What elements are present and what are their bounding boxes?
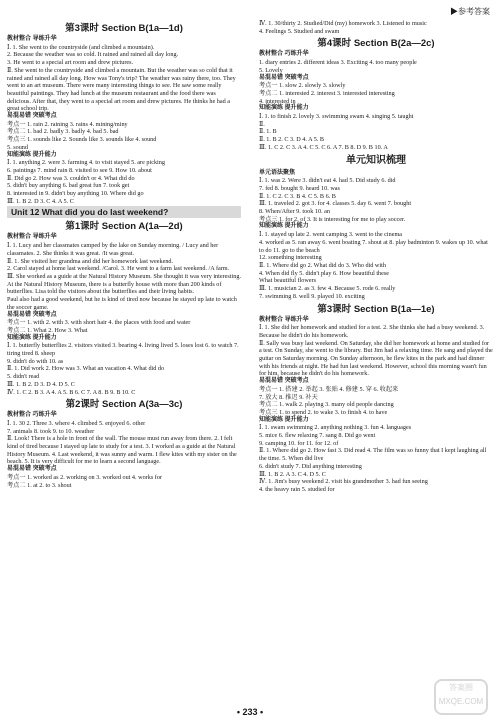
answer-line: 9. camping 10. for 11. for 12. of [259, 439, 339, 447]
page-number: • 233 • [236, 707, 264, 717]
answer-line: 考点一 1. worked as 2. working on 3. worked out 4. works for [7, 473, 163, 481]
answer-line: 考点二 1. interested 2. interest 3. interested interesting [259, 89, 395, 97]
answer-line: Ⅱ. Did go 2. How was 3. couldn't or 4. What did do [7, 174, 135, 182]
answer-line: 5. Lovely [259, 66, 283, 74]
answer-line: 5. didn't read [7, 373, 40, 381]
answer-line: Ⅲ. 1. musician 2. as 3. few 4. Because 5. rode 6. really [259, 285, 396, 293]
answer-line: Ⅳ. 1. Jim's busy weekend 2. visit his grandmother 3. had fun seeing [259, 478, 428, 486]
answer-line: Ⅱ. She went to the countryside and climbed a mountain. But the weather was so cold that it rained and rained all day long. How was Tony's trip? The weather was rainy there, too. They went to an art museum. There were many interesting things to see. He saw some really beautiful paintings. They had lunch at the museum restaurant and the food there was delicious. After that, they went to a special art room and drew pictures. He thinks he had a great school trip. [7, 66, 236, 113]
answer-line: 考点一 1. slow 2. slowly 3. slowly [259, 82, 346, 90]
section-heading: 易混易错 突破考点 [259, 378, 309, 385]
unit-summary-heading: 单元知识梳理 [346, 154, 406, 166]
answer-line: 5. sound [7, 143, 28, 151]
left-column [7, 20, 241, 489]
answer-key-tag: ▶参考答案 [450, 7, 490, 16]
answer-line: Ⅰ. 1. stayed up late 2. went camping 3. went to the cinema [259, 231, 402, 239]
answer-line: What beautiful flowers [259, 277, 317, 285]
answer-line: Ⅱ. 1. B [259, 128, 277, 136]
answer-line: 6. didn't study 7. Did anything interesting [259, 462, 362, 470]
answer-line: 4. interested in [259, 97, 296, 105]
answer-line: Ⅰ. 1. swam swimming 2. anything nothing 3. fun 4. languages [259, 424, 412, 432]
answer-line: 考点三 1. for 2. of 3. It is interesting for me to play soccer. [259, 215, 406, 223]
answer-line: Ⅲ. 1. C 2. C 3. A 4. C 5. C 6. A 7. B 8. D 9. B 10. A [259, 143, 388, 151]
answer-line: 7. fed 8. bought 9. heard 10. was [259, 184, 340, 192]
answer-line: Ⅰ. 1. She did her homework and studied for a test. 2. She thinks she had a busy weekend. 3. Because he didn't do his homework. [259, 324, 485, 339]
answer-line: 4. Feelings 5. Studied and swam [259, 27, 340, 35]
lesson-heading: 第3课时 Section B(1a—1e) [317, 303, 435, 315]
unit-title: Unit 12 What did you do last weekend? [7, 206, 241, 218]
lesson-heading: 第4课时 Section B(2a—2c) [317, 38, 435, 50]
answer-line: 考点二 1. walk 2. playing 3. many old people dancing [259, 401, 394, 409]
lesson-heading: 第2课时 Section A(3a—3c) [65, 399, 183, 411]
answer-line: Ⅲ. 1. B 2. D 3. D 4. D 5. C [7, 380, 75, 388]
answer-line: Ⅱ. 1. B 2. C 3. D 4. A 5. B [259, 136, 325, 144]
answer-line: 考点一 1. 搭建 2. 举起 3. 张贴 4. 修建 5. 穿 6. 收起来 [259, 385, 399, 393]
answer-line: Ⅰ. 1. to finish 2. lovely 3. swimming swam 4. singing 5. taught [259, 113, 414, 121]
section-heading: 易混易错 突破考点 [7, 311, 57, 318]
answer-line: Ⅱ. [259, 120, 265, 128]
answer-line: 12. something interesting [259, 254, 322, 262]
answer-line: Ⅱ. Sally was busy last weekend. On Saturday, she did her homework at home and studied for a test. On Sunday, she went to the library. But Jim had a relaxing time. He sang and played the guitar on Saturday morning. On Sunday afternoon, he flew kites in the park and had dinner with his friends at night. He had fun last weekend. However, school this morning wasn't fun for him, because he didn't do his homework. [259, 339, 493, 378]
answer-line: 3. He went to a special art room and drew pictures. [7, 59, 134, 67]
answer-line: 5. mice 6. flew relaxing 7. sang 8. Did go went [259, 432, 376, 440]
section-heading: 教材整合 导练升华 [259, 316, 309, 323]
answer-line: Ⅲ. 1. B 2. D 3. C 4. A 5. C [7, 197, 74, 205]
answer-line: 9. didn't do with 10. as [7, 357, 64, 365]
section-heading: 知能演练 提升能力 [7, 151, 57, 158]
section-heading: 易混易错 突破考点 [7, 466, 57, 473]
answer-line: Ⅱ. Look! There is a hole in front of the wall. The mouse must run away from there. 2. I felt kind of tired because I stayed up late to study for a test. 3. I worked as a guide at the Natural History Museum. 4. Last weekend, it was sunny and warm. I flew kites with my sister on the beach. 5. It is very difficult for me to learn a second language. [7, 435, 237, 466]
answer-line: 考点二 1. What 2. How 3. What [7, 326, 88, 334]
answer-line: Ⅱ. 1. She visited her grandma and did her homework last weekend. [7, 257, 174, 265]
section-heading: 知能演练 提升能力 [259, 105, 309, 112]
answer-line: Ⅳ. 1. 30/thirty 2. Studied/Did (my) homework 3. Listened to music [259, 20, 427, 27]
answer-line: Ⅰ. 1. was 2. Were 3. didn't eat 4. had 5. Did study 6. did [259, 177, 396, 185]
answer-line: 4. the heavy rain 5. studied for [259, 485, 335, 493]
right-column [259, 20, 493, 494]
answer-line: 8. When/After 9. took 10. an [259, 208, 331, 216]
answer-line: 考点三 1. to spend 2. to wake 3. to finish 4. to have [259, 408, 388, 416]
answer-line: Ⅲ. 1. B 2. A 3. C 4. D 5. C [259, 470, 326, 478]
answer-line: 考点二 1. bad 2. badly 3. badly 4. bad 5. bad [7, 128, 119, 136]
section-heading: 知能演练 提升能力 [259, 223, 309, 230]
answer-line: 7. swimming 8. well 9. played 10. exciting [259, 292, 365, 300]
answer-line: 1. diary entries 2. different ideas 3. Exciting 4. too many people [259, 59, 417, 67]
answer-line: 5. didn't buy anything 6. bad great fun 7. took get [7, 182, 130, 190]
section-heading: 教材整合 巧练升华 [259, 51, 309, 58]
section-heading: 单元语法聚焦 [259, 169, 296, 176]
answer-line: Ⅰ. 1. She went to the countryside (and climbed a mountain). [7, 43, 155, 51]
section-heading: 易混易错 突破考点 [259, 74, 309, 81]
section-heading: 教材整合 导练升华 [7, 234, 57, 241]
section-heading: 易混易错 突破考点 [7, 113, 57, 120]
answer-line: Ⅱ. 1. C 2. C 3. B 4. C 5. B 6. B [259, 192, 336, 200]
answer-line: 8. interested in 9. didn't buy anything 10. Where did go [7, 190, 144, 198]
answer-line: Ⅰ. 1. Lucy and her classmates camped by the lake on Sunday morning. / Lucy and her classmates. 2. She thinks it was great. /It was great. [7, 242, 219, 257]
answer-line: Ⅱ. 1. Where did go 2. How fast 3. Did read 4. The film was so funny that I kept laughing all the time. 5. When did live [259, 447, 487, 463]
answer-line: Ⅱ. 1. Did work 2. How was 3. What an vacation 4. What did do [7, 365, 165, 373]
section-heading: 知能演练 提升能力 [259, 416, 309, 423]
answer-line: 7. animals 8. took 9. to 10. weather [7, 427, 95, 435]
answer-line: 4. When did fly 5. didn't play 6. How beautiful these [259, 269, 390, 277]
watermark-logo: 答案圈 MXQE.COM [434, 679, 488, 715]
answer-line: Ⅲ. She worked as a guide at the Natural History Museum. She thought it was very interesting. At the Natural History Museum, there is a butterfly house with more than 200 kinds of butterflies. Lisa told the visitors about the butterflies and their living habits. [7, 272, 242, 296]
answer-line: 2. Because the weather was so cold. It rained and rained all day long. [7, 51, 179, 59]
answer-line: 考点二 1. at 2. to 3. shout [7, 481, 72, 489]
answer-line: Ⅰ. 1. anything 2. were 3. farming 4. to visit stayed 5. are picking [7, 159, 165, 167]
answer-line: 考点一 1. with 2. with 3. with short hair 4. the places with food and water [7, 319, 191, 327]
lesson-heading: 第1课时 Section A(1a—2d) [65, 221, 183, 233]
answer-line: 6. paintings 7. mind rain 8. visited to see 9. How 10. about [7, 166, 152, 174]
answer-line: Paul also had a good weekend, but he is kind of tired now because he stayed up late to watch the soccer game. [7, 296, 237, 311]
answer-line: Ⅰ. 1. 30 2. Three 3. where 4. climbed 5. enjoyed 6. other [7, 419, 146, 427]
section-heading: 知能演练 提升能力 [7, 334, 57, 341]
answer-line: Ⅲ. 1. traveled 2. got 3. for 4. classes 5. day 6. went 7. bought [259, 200, 412, 208]
answer-line: Ⅱ. 1. Where did go 2. What did do 3. Who did with [259, 261, 386, 269]
answer-line: 4. worked as 5. ran away 6. went boating 7. shout at 8. play badminton 9. wakes up 10. what to do 11. go to the beach [259, 238, 488, 254]
section-heading: 教材整合 巧练升华 [7, 412, 57, 419]
lesson-heading: 第3课时 Section B(1a—1d) [65, 23, 183, 34]
answer-line: Ⅳ. 1. C 2. B 3. A 4. A 5. B 6. C 7. A 8. B 9. B 10. C [7, 388, 136, 396]
answer-line: 考点一 1. rain 2. raining 3. rains 4. mining/miny [7, 120, 128, 128]
answer-line: 7. 放大 8. 推迟 9. 补天 [259, 393, 318, 401]
answer-line: 考点三 1. sounds like 2. Sounds like 3. sounds like 4. sound [7, 136, 157, 144]
answer-line: Ⅰ. 1. butterfly butterflies 2. visitors visited 3. bearing 4. living lived 5. loses lost 6. to watch 7. tiring tired 8. sheep [7, 342, 239, 358]
section-heading: 教材整合 导练升华 [7, 36, 57, 42]
answer-line: 2. Carol stayed at home last weekend. /Carol. 3. He went to a farm last weekend. /A farm. [7, 265, 230, 273]
